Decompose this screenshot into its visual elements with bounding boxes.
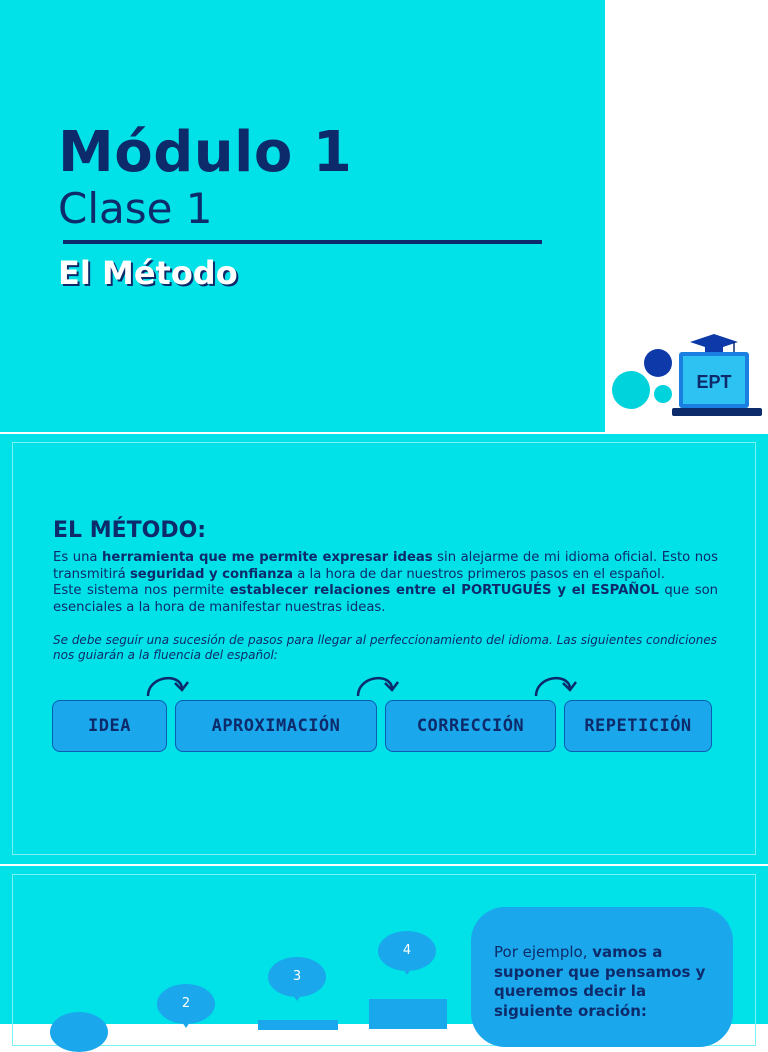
stair-block	[369, 999, 447, 1029]
logo-dot-navy	[644, 349, 672, 377]
method-note: Se debe seguir una sucesión de pasos para llegar al perfeccionamiento del idioma. Las siguientes condiciones nos guiarán a la fluencia del español:	[53, 633, 718, 662]
speech-bubble-icon	[48, 1012, 110, 1052]
laptop-base	[672, 408, 762, 416]
method-description	[53, 550, 718, 616]
text-run: a la hora de dar nuestros primeros pasos en el español.	[293, 566, 665, 582]
text-run: Es una	[53, 550, 103, 565]
text-run: que son esenciales a la hora de manifestar nuestras ideas.	[53, 583, 719, 615]
step-number: 3	[292, 969, 302, 984]
step-idea: IDEA	[52, 700, 167, 752]
text-emphasis: vamos a suponer que pensamos y queremos decir la siguiente oración:	[494, 943, 706, 1020]
step-number: 4	[402, 943, 412, 958]
step-number: 2	[181, 996, 191, 1011]
step-bubble-4	[378, 931, 436, 975]
section-title: El Método	[58, 254, 238, 292]
curved-arrow-icon	[142, 670, 192, 700]
step-correccion: CORRECCIÓN	[385, 700, 556, 752]
example-slide	[0, 866, 768, 1024]
step-repeticion: REPETICIÓN	[564, 700, 712, 752]
step-bubble-3	[268, 957, 326, 1001]
logo-dot-small	[654, 385, 672, 403]
method-heading: EL MÉTODO:	[53, 518, 207, 543]
title-divider	[63, 240, 542, 244]
curved-arrow-icon	[530, 670, 580, 700]
text-emphasis: herramienta que me permite expresar ideas	[102, 550, 433, 565]
method-slide	[0, 434, 768, 864]
text-emphasis: seguridad y confianza	[129, 566, 294, 582]
module-title: Módulo 1	[58, 120, 353, 185]
example-callout	[471, 907, 733, 1047]
callout-text	[494, 943, 719, 1021]
text-run: Por ejemplo,	[494, 943, 593, 961]
ept-logo-icon	[610, 330, 768, 422]
stair-block	[258, 1020, 338, 1030]
text-emphasis: establecer relaciones entre el PORTUGUÉS y el ESPAÑOL	[229, 583, 659, 599]
logo-dot-large	[612, 371, 650, 409]
text-run: sin alejarme de mi idioma oficial. Esto nos transmitirá	[53, 550, 718, 582]
class-subtitle: Clase 1	[58, 184, 213, 233]
text-run: Este sistema nos permite	[53, 583, 230, 599]
step-bubble-2	[157, 984, 215, 1028]
curved-arrow-icon	[352, 670, 402, 700]
title-slide	[0, 0, 768, 432]
step-aproximacion: APROXIMACIÓN	[175, 700, 377, 752]
logo-text: EPT	[696, 372, 732, 392]
